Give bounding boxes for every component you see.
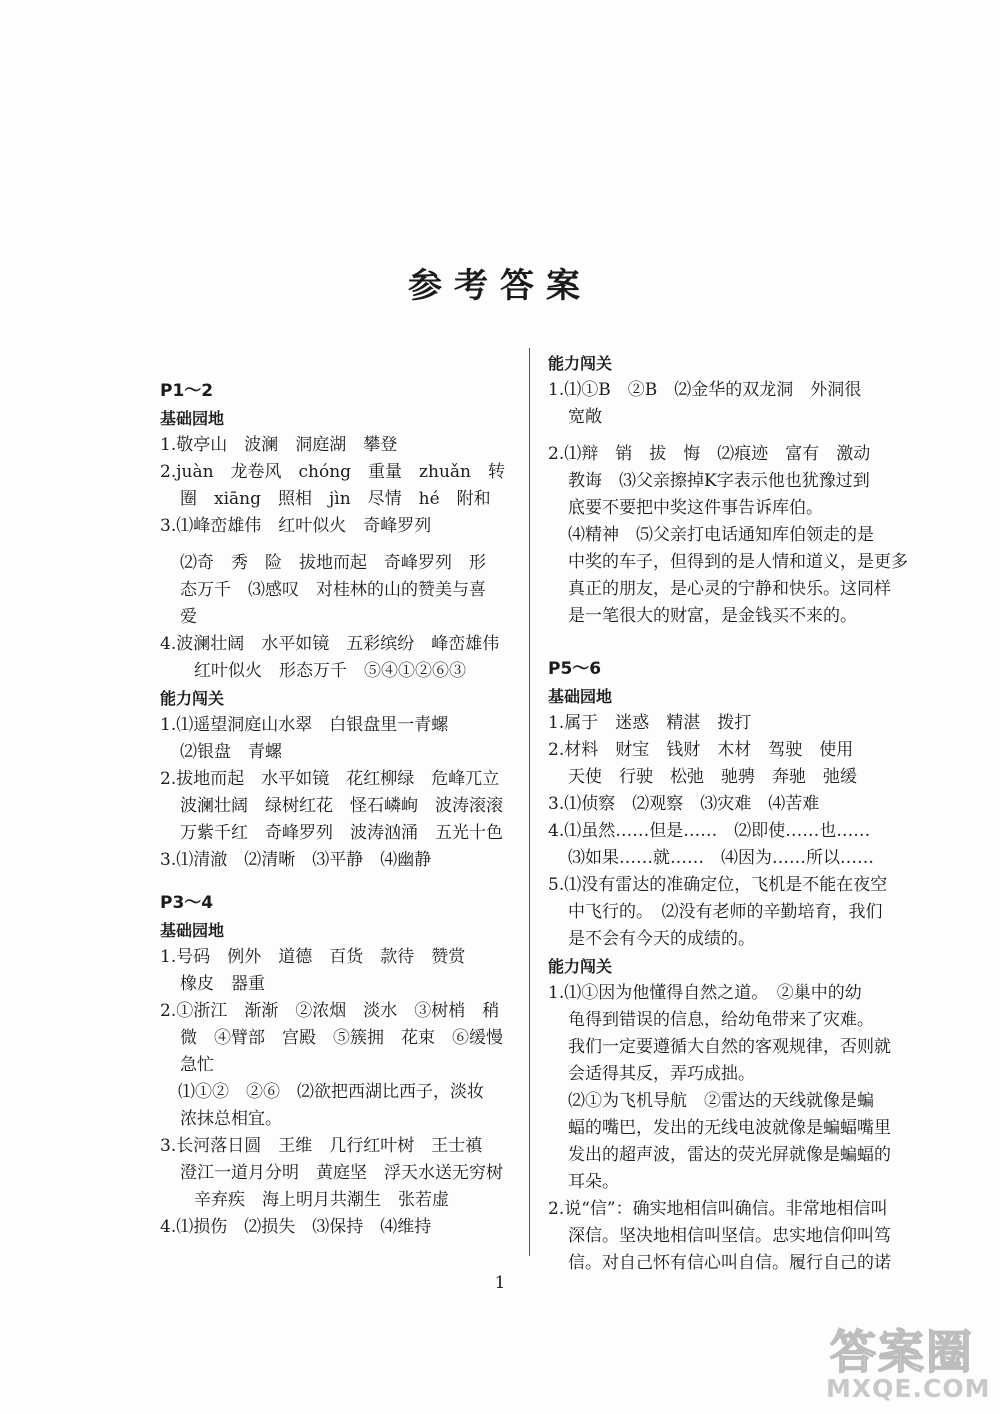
section-heading: P3～4 [160, 893, 214, 913]
answer-line: 2.⑴辩 销 拔 悔 ⑵痕迹 富有 激动 [548, 444, 871, 464]
answer-line: 中飞行的。 ⑵没有老师的辛勤培育，我们 [568, 902, 883, 922]
answer-line: 2.说“信”：确实地相信叫确信。非常地相信叫 [548, 1199, 888, 1219]
answer-line: 爱 [180, 607, 197, 627]
subsection-heading: 基础园地 [160, 409, 225, 428]
answer-line: 5.⑴没有雷达的准确定位，飞机是不能在夜空 [548, 875, 888, 895]
answer-line: 4.⑴损伤 ⑵损失 ⑶保持 ⑷维持 [160, 1217, 432, 1237]
column-divider [529, 348, 530, 1256]
answer-line: ⑷精神 ⑸父亲打电话通知库伯领走的是 [568, 525, 874, 545]
answer-line: 红叶似火 形态万千 ⑤④①②⑥③ [194, 661, 466, 681]
answer-line: 会适得其反，弄巧成拙。 [568, 1064, 755, 1084]
answer-line: 1.属于 迷惑 精湛 拨打 [548, 713, 752, 733]
answer-line: 万紫千红 奇峰罗列 波涛汹涌 五光十色 [180, 823, 503, 843]
page-number: 1 [494, 1273, 506, 1293]
answer-line: 宽敞 [568, 407, 602, 427]
answer-line: 信。对自己怀有信心叫自信。履行自己的诺 [568, 1253, 891, 1273]
answer-line: 龟得到错误的信息，给幼龟带来了灾难。 [568, 1010, 874, 1030]
answer-line: 真正的朋友，是心灵的宁静和快乐。这同样 [568, 579, 891, 599]
section-heading: P5～6 [548, 659, 602, 679]
answer-line: 急忙 [180, 1055, 214, 1075]
answer-line: 4.⑴虽然……但是…… ⑵即使……也…… [548, 821, 871, 841]
answer-line: 2.材料 财宝 钱财 木材 驾驶 使用 [548, 740, 854, 760]
answer-line: 我们一定要遵循大自然的客观规律，否则就 [568, 1037, 891, 1057]
answer-line: ⑵银盘 青螺 [180, 742, 282, 762]
answer-line: 1.⑴①因为他懂得自然之道。 ②巢中的幼 [548, 983, 862, 1003]
answer-line: 蝠的嘴巴，发出的无线电波就像是蝙蝠嘴里 [568, 1118, 891, 1138]
answer-line: 态万千 ⑶感叹 对桂林的山的赞美与喜 [180, 580, 486, 600]
answer-line: 1.敬亭山 波澜 洞庭湖 攀登 [160, 435, 398, 455]
section-heading: P1～2 [160, 381, 214, 401]
answer-line: 微 ④臂部 宫殿 ⑤簇拥 花束 ⑥缓慢 [180, 1028, 503, 1048]
answer-line: 1.⑴①B ②B ⑵金华的双龙洞 外洞很 [548, 380, 862, 400]
watermark-site: MXQE.COM [826, 1374, 991, 1403]
answer-line: 教诲 ⑶父亲擦掉K字表示他也犹豫过到 [568, 471, 870, 491]
answer-line: 3.⑴清澈 ⑵清晰 ⑶平静 ⑷幽静 [160, 850, 432, 870]
answer-line: 发出的超声波，雷达的荧光屏就像是蝙蝠的 [568, 1145, 891, 1165]
answer-line: ⑶如果……就…… ⑷因为……所以…… [568, 848, 874, 868]
answer-line: 波澜壮阔 绿树红花 怪石嶙峋 波涛滚滚 [180, 796, 503, 816]
answer-line: 天使 行驶 松弛 驰骋 奔驰 弛缓 [568, 767, 857, 787]
page-title: 参考答案 [408, 266, 592, 306]
subsection-heading: 能力闯关 [160, 689, 225, 708]
answer-line: 澄江一道月分明 黄庭坚 浮天水送无穷树 [180, 1163, 503, 1183]
answer-line: 1.号码 例外 道德 百货 款待 赞赏 [160, 947, 466, 967]
answer-line: 2.拔地而起 水平如镜 花红柳绿 危峰兀立 [160, 769, 500, 789]
answer-line: 耳朵。 [568, 1172, 619, 1192]
answer-line: 深信。坚决地相信叫坚信。忠实地信仰叫笃 [568, 1226, 891, 1246]
answer-line: 圈 xiāng 照相 jìn 尽情 hé 附和 [180, 489, 491, 509]
answer-line: 是不会有今天的成绩的。 [568, 929, 755, 949]
answer-line: 1.⑴遥望洞庭山水翠 白银盘里一青螺 [160, 715, 449, 735]
answer-line: 中奖的车子，但得到的是人情和道义，是更多 [568, 552, 908, 572]
answer-line: 辛弃疾 海上明月共潮生 张若虚 [194, 1190, 449, 1210]
subsection-heading: 基础园地 [160, 921, 225, 940]
answer-line: 2.①浙江 渐渐 ②浓烟 淡水 ③树梢 稍 [160, 1001, 500, 1021]
answer-line: ⑴①② ②⑥ ⑵欲把西湖比西子，淡妆 [178, 1082, 484, 1102]
answer-line: 3.⑴峰峦雄伟 红叶似火 奇峰罗列 [160, 516, 432, 536]
answer-line: 2.juàn 龙卷风 chóng 重量 zhuǎn 转 [160, 462, 505, 482]
subsection-heading: 能力闯关 [548, 957, 613, 976]
answer-line: 3.⑴侦察 ⑵观察 ⑶灾难 ⑷苦难 [548, 794, 820, 814]
subsection-heading: 基础园地 [548, 687, 613, 706]
answer-line: 是一笔很大的财富，是金钱买不来的。 [568, 606, 857, 626]
answer-line: 浓抹总相宜。 [180, 1109, 282, 1129]
answer-line: 4.波澜壮阔 水平如镜 五彩缤纷 峰峦雄伟 [160, 634, 500, 654]
answer-line: ⑵①为飞机导航 ②雷达的天线就像是蝙 [568, 1091, 874, 1111]
watermark-logo [826, 1316, 994, 1408]
subsection-heading: 能力闯关 [548, 354, 613, 373]
answer-line: 底要不要把中奖这件事告诉库伯。 [568, 498, 823, 518]
answer-line: 橡皮 器重 [180, 974, 265, 994]
watermark-logo-text: 答案圈 [830, 1325, 974, 1379]
answer-line: 3.长河落日圆 王维 几行红叶树 王士禛 [160, 1136, 483, 1156]
answer-line: ⑵奇 秀 险 拔地而起 奇峰罗列 形 [180, 553, 486, 573]
